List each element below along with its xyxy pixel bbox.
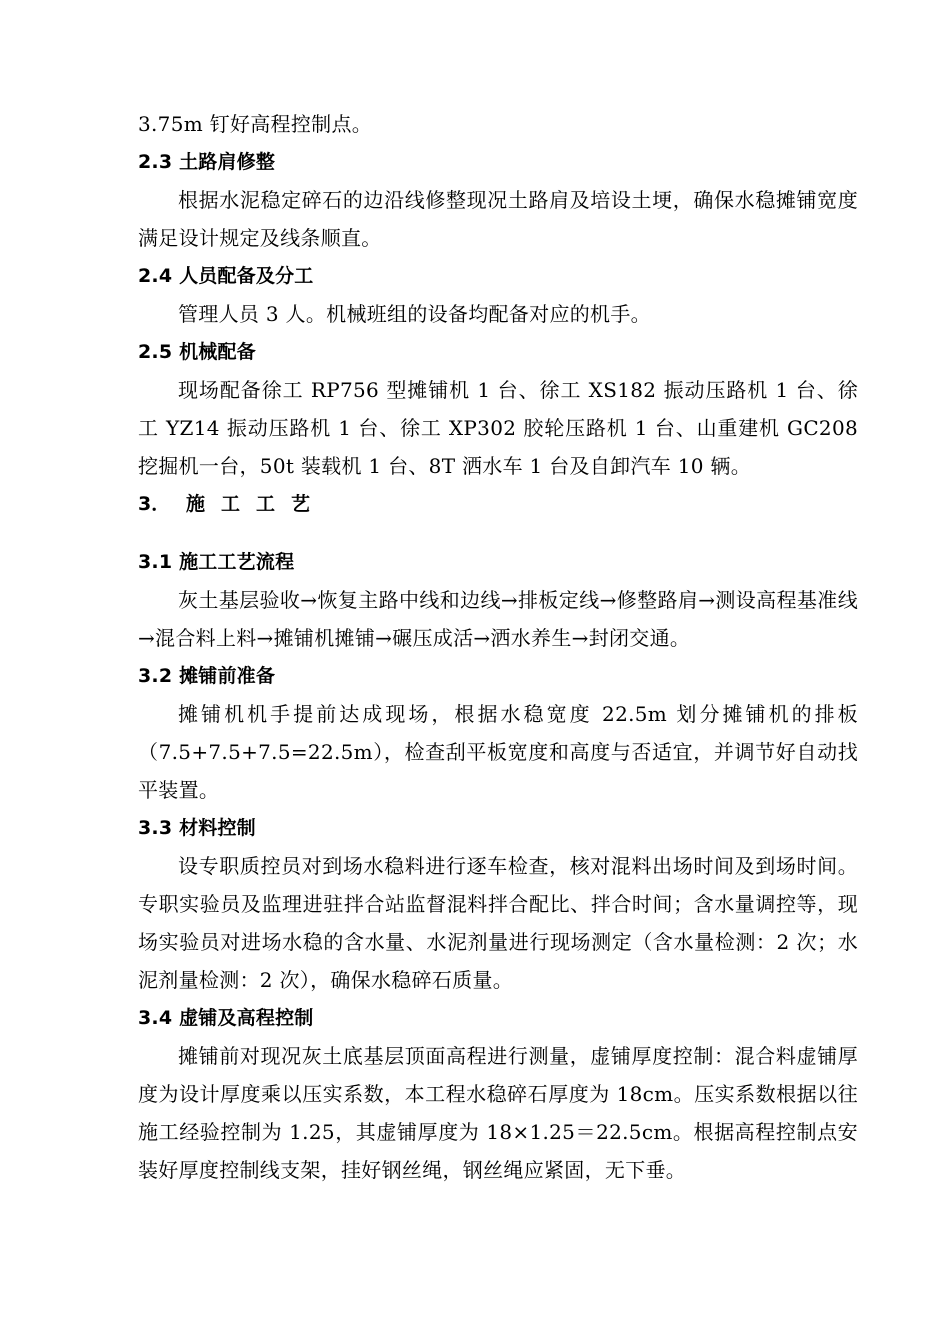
chapter-heading-3 — [138, 485, 858, 523]
heading-2-4: 2.4 人员配备及分工 — [138, 265, 314, 287]
chapter-number: 3． — [138, 493, 171, 515]
chapter-title: 施工工艺 — [186, 493, 327, 515]
heading-2-3: 2.3 土路肩修整 — [138, 151, 276, 173]
heading-3-3: 3.3 材料控制 — [138, 817, 256, 839]
paragraph-3-1: 灰土基层验收→恢复主路中线和边线→排板定线→修整路肩→测设高程基准线→混合料上料→摊铺机摊铺→碾压成活→洒水养生→封闭交通。 — [138, 588, 858, 650]
paragraph-continuation: 3.75m 钉好高程控制点。 — [138, 112, 373, 136]
paragraph-3-2: 摊铺机机手提前达成现场，根据水稳宽度 22.5m 划分摊铺机的排板（7.5+7.5+7.5=22.5m），检查刮平板宽度和高度与否适宜，并调节好自动找平装置。 — [138, 702, 858, 802]
paragraph-2-5: 现场配备徐工 RP756 型摊铺机 1 台、徐工 XS182 振动压路机 1 台、徐工 YZ14 振动压路机 1 台、徐工 XP302 胶轮压路机 1 台、山重建机 GC208 挖掘机一台，50t 装载机 1 台、8T 洒水车 1 台及自卸汽车 10 辆。 — [138, 378, 858, 478]
paragraph-2-4: 管理人员 3 人。机械班组的设备均配备对应的机手。 — [178, 302, 651, 326]
paragraph-3-4: 摊铺前对现况灰土底基层顶面高程进行测量，虚铺厚度控制：混合料虚铺厚度为设计厚度乘以压实系数，本工程水稳碎石厚度为 18cm。压实系数根据以往施工经验控制为 1.25，其虚铺厚度为 18×1.25＝22.5cm。根据高程控制点安装好厚度控制线支架，挂好钢丝绳，钢丝绳应紧固，无下垂。 — [138, 1044, 858, 1182]
document-page — [138, 105, 858, 1189]
paragraph-2-3: 根据水泥稳定碎石的边沿线修整现况土路肩及培设土埂，确保水稳摊铺宽度满足设计规定及线条顺直。 — [138, 188, 858, 250]
heading-3-1: 3.1 施工工艺流程 — [138, 551, 295, 573]
heading-2-5: 2.5 机械配备 — [138, 341, 256, 363]
heading-3-2: 3.2 摊铺前准备 — [138, 665, 276, 687]
heading-3-4: 3.4 虚铺及高程控制 — [138, 1007, 314, 1029]
paragraph-3-3: 设专职质控员对到场水稳料进行逐车检查，核对混料出场时间及到场时间。专职实验员及监理进驻拌合站监督混料拌合配比、拌合时间；含水量调控等，现场实验员对进场水稳的含水量、水泥剂量进行现场测定（含水量检测：2 次；水泥剂量检测：2 次），确保水稳碎石质量。 — [138, 854, 858, 992]
